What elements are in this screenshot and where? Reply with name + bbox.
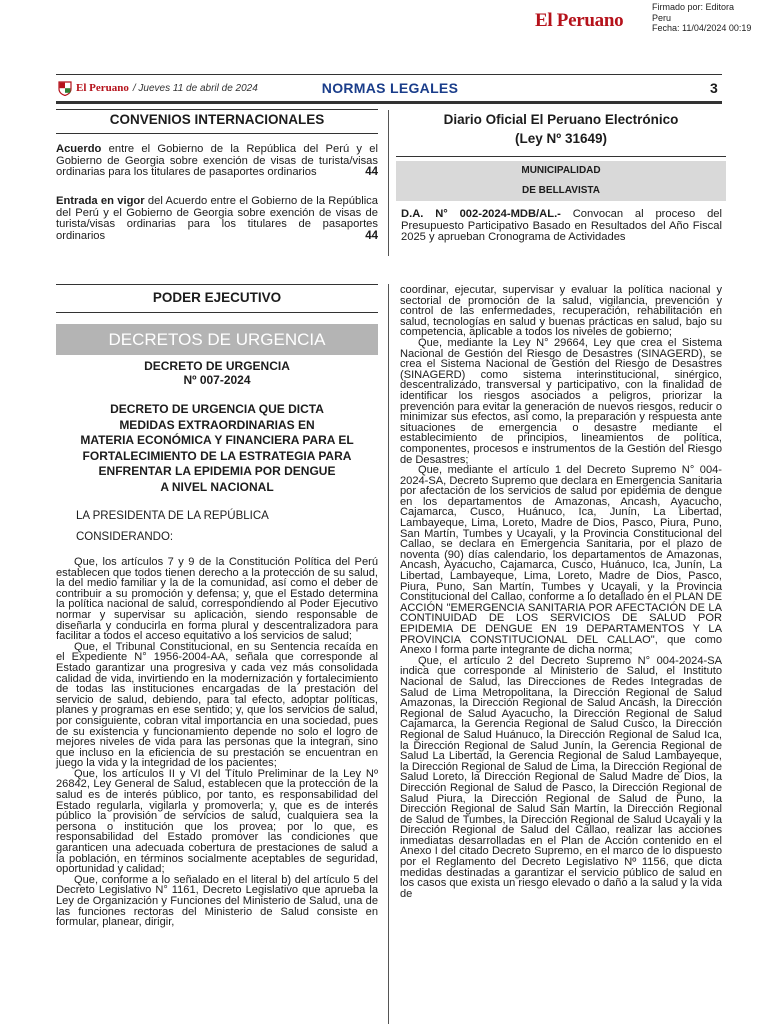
muni-line1: MUNICIPALIDAD [521,165,601,176]
muni-box [396,161,726,201]
running-header-logo [58,80,258,96]
body-paragraph: Que, mediante la Ley N° 29664, Ley que crea el Sistema Nacional de Gestión del Riesgo de Desastres (SINAGERD), se crea el Sistema Nacional de Gestión del Riesgo de Desastres (SINAGERD) como sistema interinstitucional, sinérgico, descentralizado, transversal y participativo, con la finalidad de identificar los riesgos asociados a peligros, priorizar la prevención para evitar la generación de nuevos riesgos, reducir o minimizar sus efectos, así como, la preparación y respuesta ante situaciones de emergencia o desastre mediante el establecimiento de principios, lineamientos de política, componentes, procesos e instrumentos de la Gestión del Riesgo de Desastres; [400,336,722,466]
summary-entry-bellavista [401,209,722,244]
running-header-top-rule [56,74,722,75]
da-entry-bold: D.A. N° 002-2024-MDB/AL.- [401,208,561,220]
muni-line2: DE BELLAVISTA [522,185,600,196]
summary-entry-text: del Acuerdo entre el Gobierno de la República del Perú y el Gobierno de Georgia sobre exención de visas de turista/visas ordinarias para los titulares de pasaportes ordinarios [56,195,378,242]
running-header-title: NORMAS LEGALES [321,80,459,96]
signature-signed-by: Firmado por: Editora [652,2,735,12]
decree-title-line: DECRETO DE URGENCIA QUE DICTA [110,402,324,416]
summary-heading-rule-top [56,109,378,110]
decree-title-line: A NIVEL NACIONAL [160,479,274,494]
decree-number-line1: DECRETO DE URGENCIA [144,359,290,373]
body-paragraph: Que, conforme a lo señalado en el literal b) del artículo 5 del Decreto Legislativo N° 1161, Decreto Legislativo que aprueba la Ley de Organización y Funciones del Ministerio de Salud, una de las funciones rectoras del Ministerio de Salud consiste en formular, planear, dirigir, [56,873,378,929]
body-paragraph-continuation: coordinar, ejecutar, supervisar y evaluar la política nacional y sectorial de promoción de la salud, vigilancia, prevención y control de las enfermedades, recuperación, rehabilitación en salud, tecnologías en salud y buenas prácticas en salud, bajo su competencia, aplicable a todos los niveles de gobierno; [400,284,722,339]
summary-entry-acuerdo [56,144,378,179]
running-header-paper: El Peruano [76,82,129,94]
summary-entry-bold: Entrada en vigor [56,195,145,207]
right-column-body [400,285,722,899]
body-paragraph: Que, los artículos 7 y 9 de la Constitución Política del Perú establecen que todos tienen derecho a la protección de su salud, la del medio familiar y la de la comunidad, así como el deber de contribuir a su promoción y defensa; y, que el Estado determina la política nacional de salud, correspondiendo al Poder Ejecutivo normar y supervisar su aplicación, siendo responsable de diseñarla y conducirla en forma plural y descentralizadora para facilitar a todos el acceso equitativo a los servicios de salud; [56,556,378,643]
diario-title-line2: (Ley Nº 31649) [515,131,607,146]
diario-title-line1: Diario Oficial El Peruano Electrónico [443,112,679,127]
poder-rule-bottom [56,312,378,313]
summary-entry-text: entre el Gobierno de la República del Perú y el Gobierno de Georgia sobre exención de visas de turista/visas ordinarias para los titulares de pasaportes ordinarios [56,143,378,179]
signature-signed-by-cont: Peru [652,12,672,23]
signature-logo: El Peruano [535,10,624,31]
considerando-label: CONSIDERANDO: [76,531,174,543]
poder-rule-top [56,284,378,285]
summary-entry-bold: Acuerdo [56,143,102,155]
poder-ejecutivo-heading: PODER EJECUTIVO [152,290,282,305]
body-paragraph: Que, mediante el artículo 1 del Decreto Supremo N° 004-2024-SA, Decreto Supremo que declara en Emergencia Sanitaria por afectación de los servicios de salud por epidemia de dengue en los departamentos de Amazonas, Ancash, Ayacucho, Cajamarca, Cusco, Huánuco, Ica, Junín, La Libertad, Lambayeque, Lima, Loreto, Madre de Dios, Pasco, Piura, Puno, San Martín, Tumbes y Ucayali, y la Provincia Constitucional del Callao, se declara en Emergencia Sanitaria, por el plazo de noventa (90) días calendario, los departamentos de Amazonas, Ancash, Ayacucho, Cajamarca, Cusco, Huánuco, Ica, Junín, La Libertad, Lambayeque, Lima, Loreto, Madre de Dios, Pasco, Piura, Puno, San Martín, Tumbes y Ucayali, y la Provincia Constitucional del Callao, conforme a lo detallado en el PLAN DE ACCIÓN "EMERGENCIA SANITARIA POR AFECTACIÓN DE LA CONTINUIDAD DE LOS SERVICIOS DE SALUD POR EPIDEMIA DE DENGUE EN 19 DEPARTAMENTOS Y LA PROVINCIA CONSTITUCIONAL DEL CALLAO", que como Anexo I forma parte integrante de dicha norma; [400,464,722,657]
signature-date: Fecha: 11/04/2024 00:19 [652,23,752,33]
diario-title [396,110,726,148]
left-column-body [56,557,378,928]
decree-title-line: ENFRENTAR LA EPIDEMIA POR DENGUE [98,464,336,478]
decree-title [62,402,372,495]
summary-entry-page: 44 [365,229,378,242]
main-column-divider [388,284,389,1024]
decree-title-line: MATERIA ECONÓMICA Y FINANCIERA PARA EL [80,433,354,447]
coat-of-arms-icon [58,81,72,96]
da-entry-text: Convocan al proceso del Presupuesto Participativo Basado en Resultados del Año Fiscal 2025 y aprueban Cronograma de Actividades [401,208,722,244]
decree-number-line2: Nº 007-2024 [183,372,251,387]
body-paragraph: Que, el artículo 2 del Decreto Supremo N° 004-2024-SA indica que corresponde al Ministerio de Salud, el Instituto Nacional de Salud, las Direcciones de Redes Integradas de Salud de Lima Metropolitana, la Dirección Regional de Salud Amazonas, la Dirección Regional de Salud Ancash, la Dirección Regional de Salud Ayacucho, la Dirección Regional de Salud Cajamarca, la Gerencia Regional de Salud Cusco, la Dirección Regional de Salud Huánuco, la Dirección Regional de Salud Ica, la Dirección Regional de Salud Junín, la Gerencia Regional de Salud La Libertad, la Gerencia Regional de Salud Lambayeque, la Dirección Regional de Salud de Lima, la Dirección Regional de Salud Loreto, la Dirección Regional de Salud Madre de Dios, la Dirección Regional de Salud de Pasco, la Dirección Regional de Salud Piura, la Dirección Regional de Salud de Puno, la Dirección Regional de Salud San Martín, la Dirección Regional de Salud de Tumbes, la Dirección Regional de Salud Ucayali y la Dirección Regional de Salud del Callao, realizar las acciones inmediatas desarrolladas en el Plan de Acción contenido en el Anexo I del citado Decreto Supremo, en el marco de lo dispuesto por el Reglamento del Decreto Legislativo Nº 1156, que dicta medidas destinadas a garantizar el servicio público de salud en los casos que exista un riesgo elevado o daño a la salud y la vida de [400,654,722,900]
diario-rule [396,156,726,157]
running-header-bottom-rule [56,101,722,104]
decree-number [56,360,378,387]
presidenta-line: LA PRESIDENTA DE LA REPÚBLICA [76,510,269,522]
summary-column-divider [388,110,389,256]
decree-title-line: MEDIDAS EXTRAORDINARIAS EN [119,417,315,432]
running-header-date: / Jueves 11 de abril de 2024 [132,82,258,94]
page-number: 3 [710,80,718,96]
body-paragraph: Que, el Tribunal Constitucional, en su Sentencia recaída en el Expediente N° 1956-2004-AA, señala que corresponde al Estado garantizar una progresiva y cada vez más consolidada calidad de vida, invirtiendo en la modernización y fortalecimiento de todas las instituciones encargadas de la prestación del servicio de salud, debiendo, para tal efecto, adoptar políticas, planes y programas en ese sentido; y, que los servicios de salud, por consiguiente, cobran vital importancia en una sociedad, pues de su existencia y funcionamiento depende no solo el logro de mejores niveles de vida para las personas que la integran, sino que incluso en la eficiencia de su prestación se encuentran en juego la vida y la integridad de los pacientes; [56,640,378,770]
body-paragraph: Que, los artículos II y VI del Título Preliminar de la Ley Nº 26842, Ley General de Salud, establecen que la protección de la salud es de interés público, por tanto, es responsabilidad del Estado regularla, vigilarla y promoverla; y, que es de interés público la provisión de servicios de salud, cualquiera sea la persona o institución que los provea; por lo que, es responsabilidad del Estado promover las condiciones que garanticen una adecuada cobertura de prestaciones de salud a la población, en términos socialmente aceptables de seguridad, oportunidad y calidad; [56,767,378,876]
decretos-banner: DECRETOS DE URGENCIA [56,324,378,355]
summary-entry-page: 44 [365,166,378,179]
summary-heading-rule-bottom [56,133,378,134]
summary-entry-entrada [56,196,378,242]
decree-title-line: FORTALECIMIENTO DE LA ESTRATEGIA PARA [82,448,352,463]
signature-block [652,2,751,34]
convenios-heading: CONVENIOS INTERNACIONALES [109,112,325,127]
